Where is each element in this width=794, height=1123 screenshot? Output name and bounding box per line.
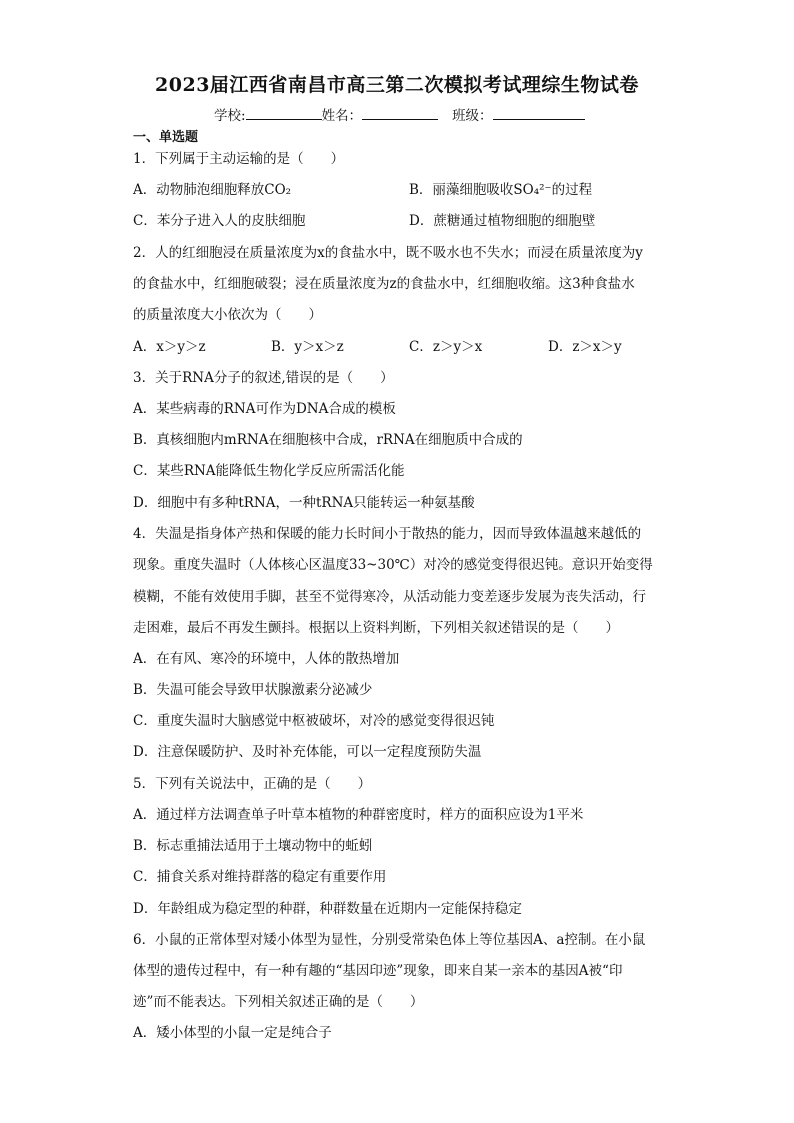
q6-stem-line1: 6．小鼠的正常体型对矮小体型为显性，分别受常染色体上等位基因A、a控制。在小鼠	[133, 932, 646, 948]
name-blank[interactable]	[362, 105, 438, 120]
page-title: 2023届江西省南昌市高三第二次模拟考试理综生物试卷	[155, 74, 639, 96]
school-label: 学校:	[214, 108, 246, 124]
q4-option-d: D．注意保暖防护、及时补充体能，可以一定程度预防失温	[133, 744, 482, 760]
q4-option-a: A．在有风、寒冷的环境中，人体的散热增加	[133, 651, 400, 667]
class-label: 班级：	[452, 108, 493, 124]
q2-option-b: B．y＞x＞z	[271, 339, 344, 355]
q6-stem-line3: 迹”而不能表达。下列相关叙述正确的是（ ）	[133, 994, 424, 1010]
q5-stem: 5．下列有关说法中，正确的是（ ）	[133, 776, 372, 792]
q3-option-c: C．某些RNA能降低生物化学反应所需活化能	[133, 463, 405, 479]
q6-stem-line2: 体型的遗传过程中，有一种有趣的“基因印迹”现象，即来自某一亲本的基因A被“印	[133, 963, 623, 979]
q5-option-a: A．通过样方法调查单子叶草本植物的种群密度时，样方的面积应设为1平米	[133, 807, 584, 823]
q1-stem: 1．下列属于主动运输的是（ ）	[133, 151, 345, 167]
q4-option-c: C．重度失温时大脑感觉中枢被破坏，对冷的感觉变得很迟钝	[133, 713, 495, 729]
student-info-row	[214, 104, 585, 124]
section-heading: 一、单选题	[133, 130, 199, 145]
q4-stem-line1: 4．失温是指身体产热和保暖的能力长时间小于散热的能力，因而导致体温越来越低的	[133, 526, 642, 542]
q4-option-b: B．失温可能会导致甲状腺激素分泌减少	[133, 682, 373, 698]
q2-stem-line1: 2．人的红细胞浸在质量浓度为x的食盐水中，既不吸水也不失水；而浸在质量浓度为y	[133, 245, 643, 261]
q2-option-a: A．x＞y＞z	[133, 339, 206, 355]
q1-option-d: D．蔗糖通过植物细胞的细胞壁	[409, 213, 596, 229]
name-label: 姓名：	[321, 108, 363, 124]
q3-option-a: A．某些病毒的RNA可作为DNA合成的模板	[133, 401, 396, 417]
q4-stem-line3: 模糊，不能有效使用手脚，甚至不觉得寒冷，从活动能力变差逐步发展为丧失活动，行	[133, 589, 646, 605]
q1-option-b: B．丽藻细胞吸收SO₄²⁻的过程	[409, 182, 593, 198]
q5-option-c: C．捕食关系对维持群落的稳定有重要作用	[133, 869, 387, 885]
class-blank[interactable]	[493, 105, 585, 120]
q2-option-d: D．z＞x＞y	[548, 339, 622, 355]
q3-stem: 3．关于RNA分子的叙述,错误的是（ ）	[133, 370, 394, 386]
q5-option-b: B．标志重捕法适用于土壤动物中的蚯蚓	[133, 838, 373, 854]
q3-option-b: B．真核细胞内mRNA在细胞核中合成，rRNA在细胞质中合成的	[133, 432, 523, 448]
q1-option-a: A．动物肺泡细胞释放CO₂	[133, 182, 292, 198]
q3-option-d: D．细胞中有多种tRNA，一种tRNA只能转运一种氨基酸	[133, 495, 475, 511]
q2-stem-line2: 的食盐水中，红细胞破裂；浸在质量浓度为z的食盐水中，红细胞收缩。这3种食盐水	[133, 276, 635, 292]
q4-stem-line4: 走困难，最后不再发生颤抖。根据以上资料判断，下列相关叙述错误的是（ ）	[133, 620, 619, 636]
q2-stem-line3: 的质量浓度大小依次为（ ）	[133, 307, 322, 323]
school-blank[interactable]	[246, 105, 322, 120]
q1-option-c: C．苯分子进入人的皮肤细胞	[133, 213, 306, 229]
q2-option-c: C．z＞y＞x	[409, 339, 483, 355]
q4-stem-line2: 现象。重度失温时（人体核心区温度33~30℃）对冷的感觉变得很迟钝。意识开始变得	[133, 557, 653, 573]
q5-option-d: D．年龄组成为稳定型的种群，种群数量在近期内一定能保持稳定	[133, 901, 522, 917]
q6-option-a: A．矮小体型的小鼠一定是纯合子	[133, 1025, 332, 1041]
